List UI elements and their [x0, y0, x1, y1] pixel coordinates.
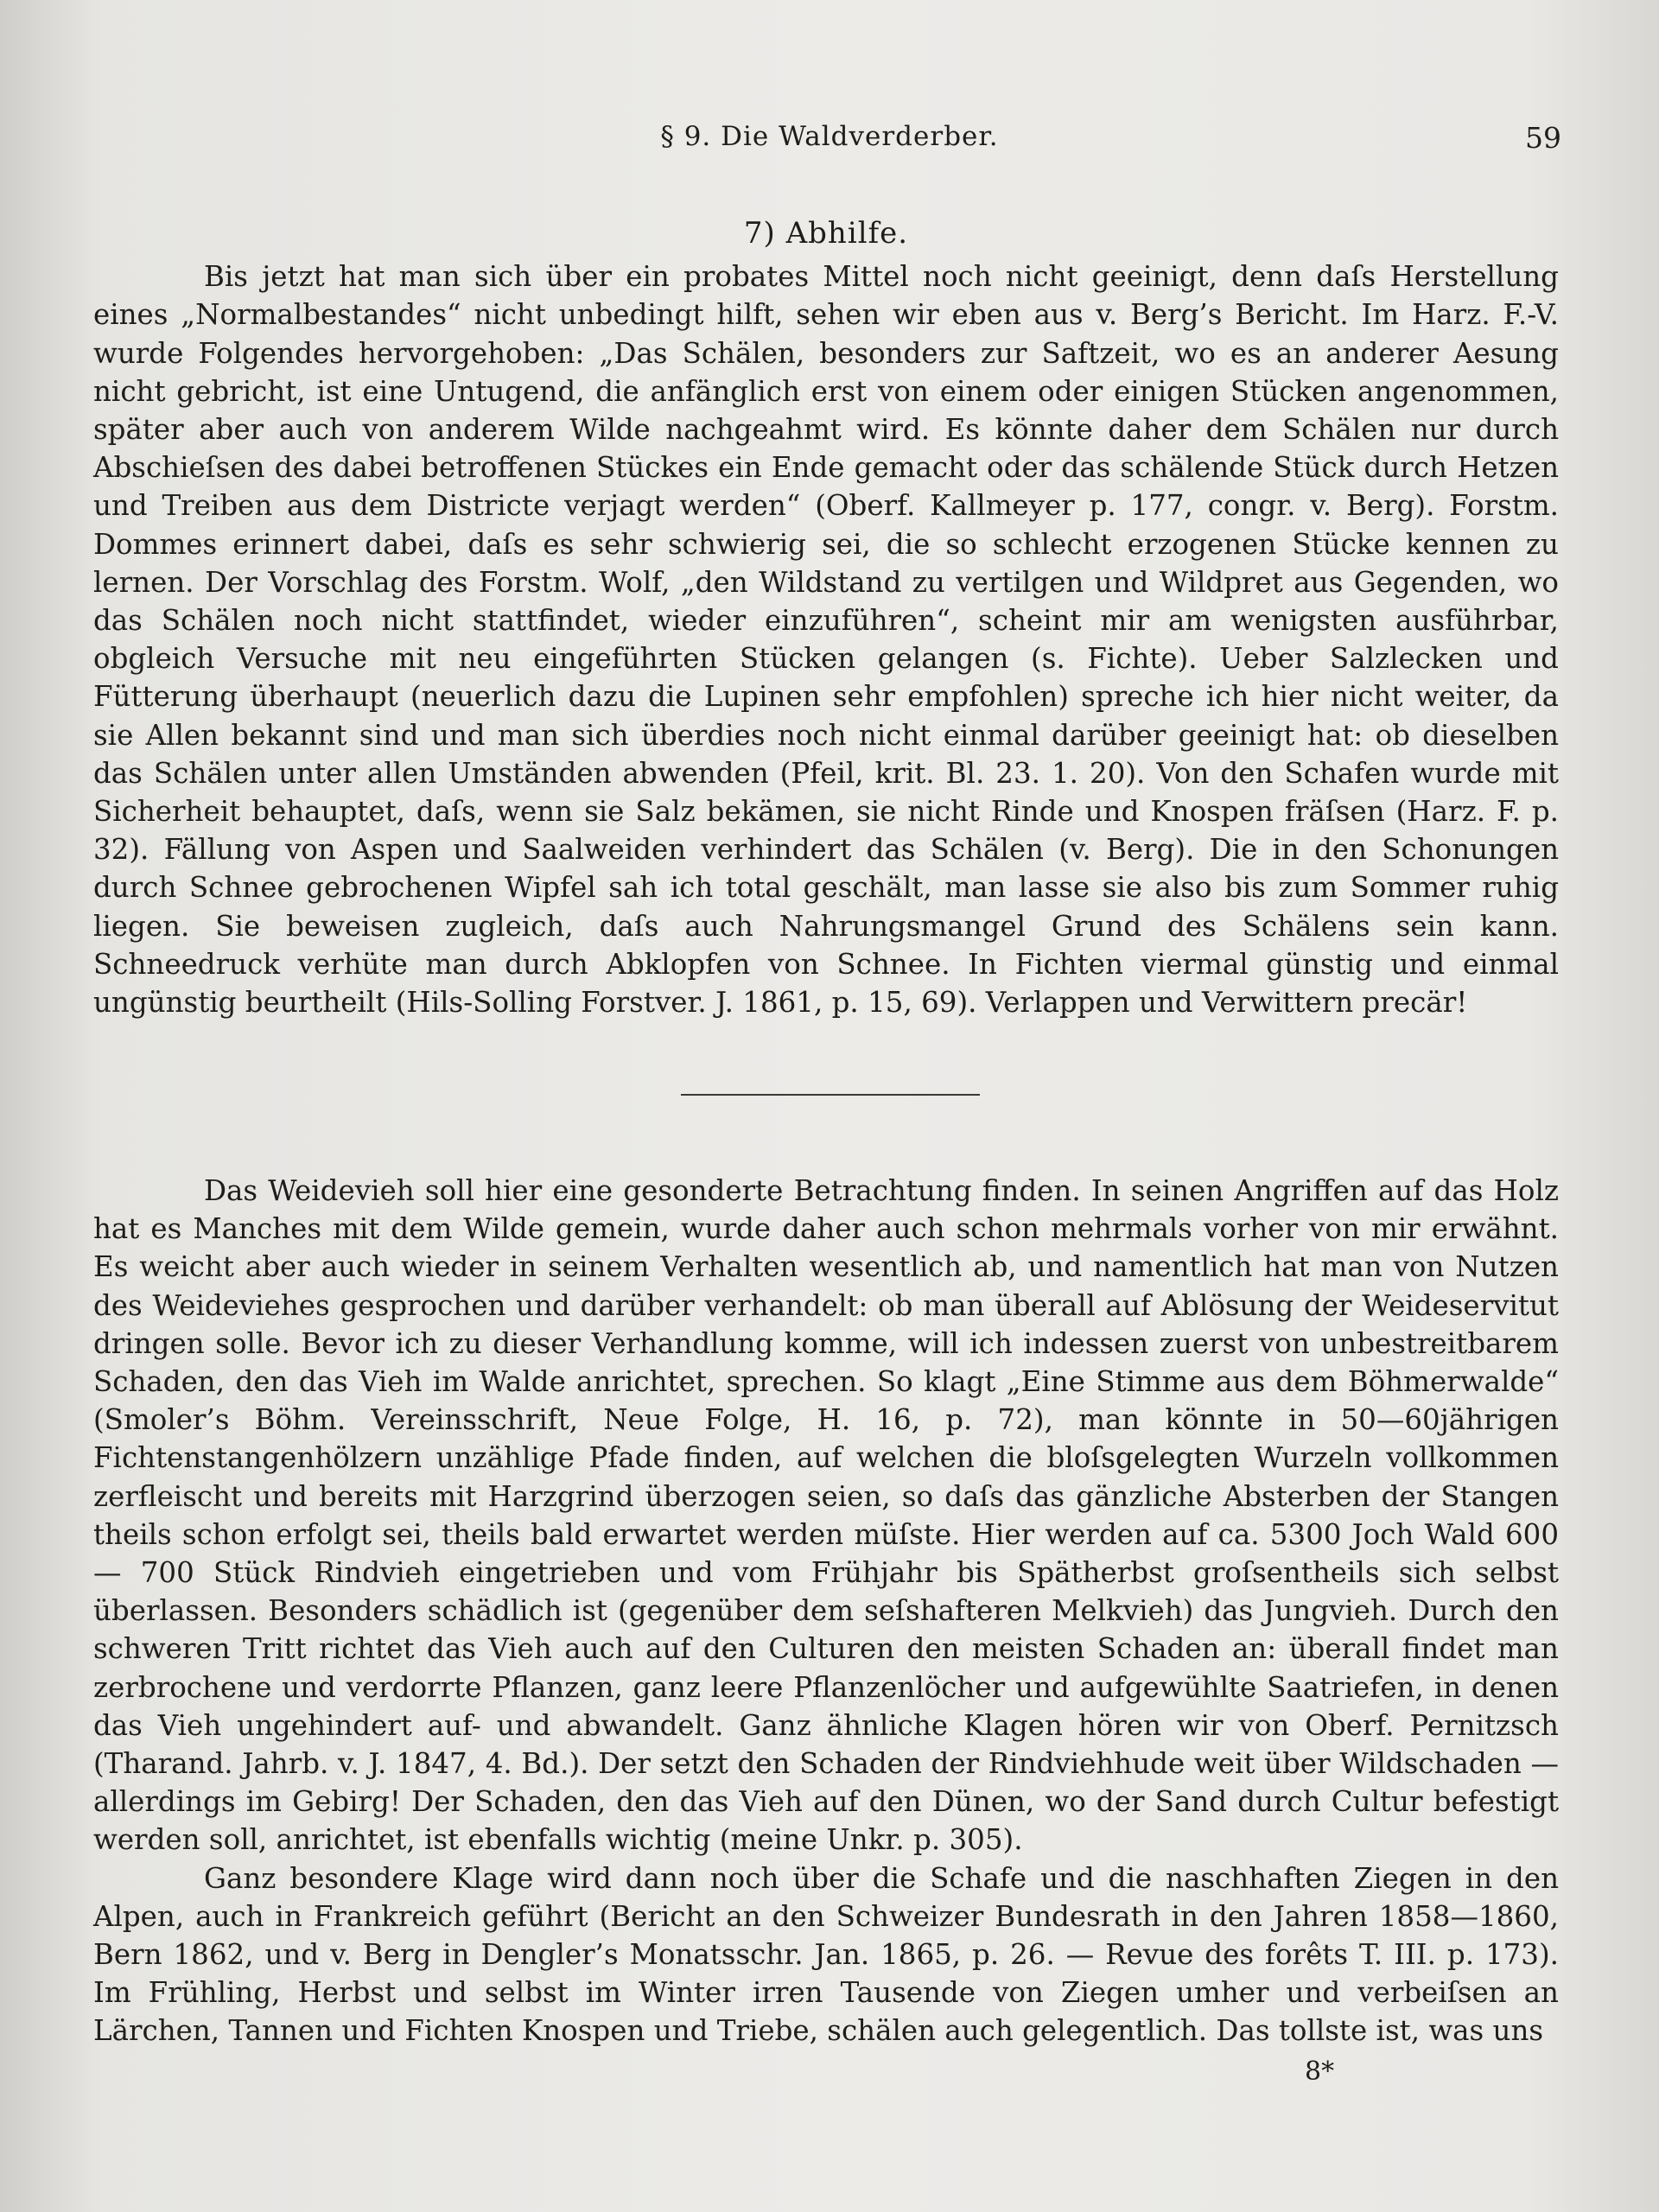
section-divider: [681, 1094, 980, 1096]
running-head: § 9. Die Waldverderber.: [660, 121, 999, 152]
paragraph: Das Weidevieh soll hier eine gesonderte Betrachtung finden. In seinen Angriffen auf das Holz hat es Manches mit dem Wilde gemein, wurde daher auch schon mehrmals vorher von mir erwähnt. Es weicht aber auch wieder in seinem Verhalten wesentlich ab, und namentlich hat man von Nutzen des Weideviehes gesprochen und darüber verhandelt: ob man überall auf Ablösung der Weideservitut dringen solle. Bevor ich zu dieser Verhandlung komme, will ich indessen zuerst von unbestreitbarem Schaden, den das Vieh im Walde anrichtet, sprechen. So klagt „Eine Stimme aus dem Böhmerwalde“ (Smoler’s Böhm. Vereinsschrift, Neue Folge, H. 16, p. 72), man könnte in 50—60jährigen Fichtenstangenhölzern unzählige Pfade finden, auf welchen die bloſsgelegten Wurzeln vollkommen zerfleischt und bereits mit Harzgrind überzogen seien, so daſs das gänzliche Absterben der Stangen theils schon erfolgt sei, theils bald erwartet werden müſste. Hier werden auf ca. 5300 Joch Wald 600 — 700 Stück Rindvieh eingetrieben und vom Frühjahr bis Spätherbst groſsentheils sich selbst überlassen. Besonders schädlich ist (gegenüber dem seſshafteren Melkvieh) das Jungvieh. Durch den schweren Tritt richtet das Vieh auch auf den Culturen den meisten Schaden an: überall findet man zerbrochene und verdorrte Pflanzen, ganz leere Pflanzenlöcher und aufgewühlte Saatriefen, in denen das Vieh ungehindert auf- und abwandelt. Ganz ähnliche Klagen hören wir von Oberf. Pernitzsch (Tharand. Jahrb. v. J. 1847, 4. Bd.). Der setzt den Schaden der Rindviehhude weit über Wildschaden — allerdings im Gebirg! Der Schaden, den das Vieh auf den Dünen, wo der Sand durch Cultur befestigt werden soll, anrichtet, ist ebenfalls wichtig (meine Unkr. p. 305).: [93, 1174, 1559, 1857]
section-weidevieh: [93, 1172, 1559, 2050]
paragraph: Ganz besondere Klage wird dann noch über die Schafe und die naschhaften Ziegen in den Alpen, auch in Frankreich geführt (Bericht an den Schweizer Bundesrath in den Jahren 1858—1860, Bern 1862, und v. Berg in Dengler’s Monatsschr. Jan. 1865, p. 26. — Revue des forêts T. III. p. 173). Im Frühling, Herbst und selbst im Winter irren Tausende von Ziegen umher und verbeiſsen an Lärchen, Tannen und Fichten Knospen und Triebe, schälen auch gelegentlich. Das tollste ist, was uns: [93, 1861, 1559, 2048]
section-abhilfe: [93, 214, 1559, 1021]
paragraph: Bis jetzt hat man sich über ein probates Mittel noch nicht geeinigt, denn daſs Herstellung eines „Normalbestandes“ nicht unbedingt hilft, sehen wir eben aus v. Berg’s Bericht. Im Harz. F.-V. wurde Folgendes hervorgehoben: „Das Schälen, besonders zur Saftzeit, wo es an anderer Aesung nicht gebricht, ist eine Untugend, die anfänglich erst von einem oder einigen Stücken angenommen, später aber auch von anderem Wilde nachgeahmt wird. Es könnte daher dem Schälen nur durch Abschieſsen des dabei betroffenen Stückes ein Ende gemacht oder das schälende Stück durch Hetzen und Treiben aus dem Districte verjagt werden“ (Oberf. Kallmeyer p. 177, congr. v. Berg). Forstm. Dommes erinnert dabei, daſs es sehr schwierig sei, die so schlecht erzogenen Stücke kennen zu lernen. Der Vorschlag des Forstm. Wolf, „den Wildstand zu vertilgen und Wildpret aus Gegenden, wo das Schälen noch nicht stattfindet, wieder einzuführen“, scheint mir am wenigsten ausführbar, obgleich Versuche mit neu eingeführten Stücken gelangen (s. Fichte). Ueber Salzlecken und Fütterung überhaupt (neuerlich dazu die Lupinen sehr empfohlen) spreche ich hier nicht weiter, da sie Allen bekannt sind und man sich überdies noch nicht einmal darüber geeinigt hat: ob dieselben das Schälen unter allen Umständen abwenden (Pfeil, krit. Bl. 23. 1. 20). Von den Schafen wurde mit Sicherheit behauptet, daſs, wenn sie Salz bekämen, sie nicht Rinde und Knospen fräſsen (Harz. F. p. 32). Fällung von Aspen und Saalweiden verhindert das Schälen (v. Berg). Die in den Schonungen durch Schnee gebrochenen Wipfel sah ich total geschält, man lasse sie also bis zum Sommer ruhig liegen. Sie beweisen zugleich, daſs auch Nahrungsmangel Grund des Schälens sein kann. Schneedruck verhüte man durch Abklopfen von Schnee. In Fichten viermal günstig und einmal ungünstig beurtheilt (Hils-Solling Forstver. J. 1861, p. 15, 69). Verlappen und Verwittern precär!: [93, 260, 1559, 1020]
page-header: [0, 121, 1659, 164]
signature-mark: 8*: [1305, 2056, 1335, 2087]
page-number: 59: [1525, 121, 1561, 155]
section-title: 7) Abhilfe.: [743, 216, 909, 251]
